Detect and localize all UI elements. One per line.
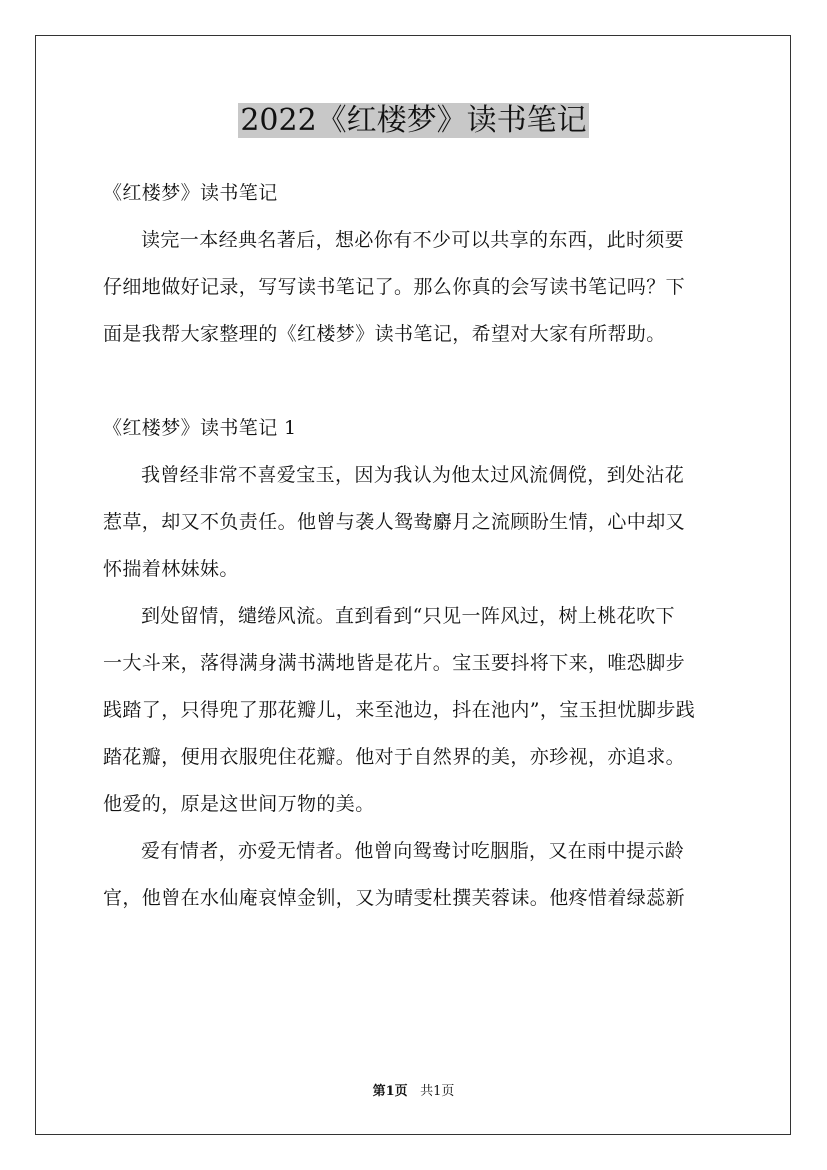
- paragraph-line: 一大斗来，落得满身满书满地皆是花片。宝玉要抖将下来，唯恐脚步: [103, 652, 686, 674]
- intro-paragraph: [103, 217, 731, 358]
- intro-line: 面是我帮大家整理的《红楼梦》读书笔记，希望对大家有所帮助。: [103, 323, 666, 345]
- paragraph-line: 踏花瓣，便用衣服兜住花瓣。他对于自然界的美，亦珍视，亦追求。: [103, 746, 686, 768]
- document-title-text: 2022《红楼梦》读书笔记: [240, 103, 587, 138]
- paragraph-line: 到处留情，缱绻风流。直到看到“只见一阵风过，树上桃花吹下: [141, 605, 675, 627]
- document-subtitle: 《红楼梦》读书笔记: [103, 182, 278, 204]
- paragraph-line: 他爱的，原是这世间万物的美。: [103, 793, 375, 815]
- document-body: [103, 170, 731, 922]
- body-paragraph-1: [103, 452, 731, 593]
- paragraph-line: 践踏了，只得兜了那花瓣儿，来至池边，抖在池内”，宝玉担忧脚步践: [103, 699, 696, 721]
- intro-line: 读完一本经典名著后，想必你有不少可以共享的东西，此时须要: [141, 229, 685, 251]
- paragraph-line: 怀揣着林妹妹。: [103, 558, 239, 580]
- section-heading: 《红楼梦》读书笔记 1: [103, 417, 297, 439]
- blank-line: [103, 358, 731, 405]
- body-paragraph-3: [103, 828, 731, 922]
- paragraph-line: 官，他曾在水仙庵哀悼金钏，又为晴雯杜撰芙蓉诔。他疼惜着绿蕊新: [103, 887, 686, 909]
- paragraph-line: 我曾经非常不喜爱宝玉，因为我认为他太过风流倜傥，到处沾花: [141, 464, 685, 486]
- intro-line: 仔细地做好记录，写写读书笔记了。那么你真的会写读书笔记吗？下: [103, 276, 686, 298]
- paragraph-line: 爱有情者，亦爱无情者。他曾向鸳鸯讨吃胭脂，又在雨中提示龄: [141, 840, 685, 862]
- page-total: 共1页: [420, 1084, 455, 1099]
- paragraph-line: 惹草，却又不负责任。他曾与袭人鸳鸯麝月之流顾盼生情，心中却又: [103, 511, 686, 533]
- page-footer: [0, 1083, 827, 1101]
- body-paragraph-2: [103, 593, 731, 828]
- page-number: 第1页: [372, 1084, 408, 1099]
- document-title: [0, 101, 827, 141]
